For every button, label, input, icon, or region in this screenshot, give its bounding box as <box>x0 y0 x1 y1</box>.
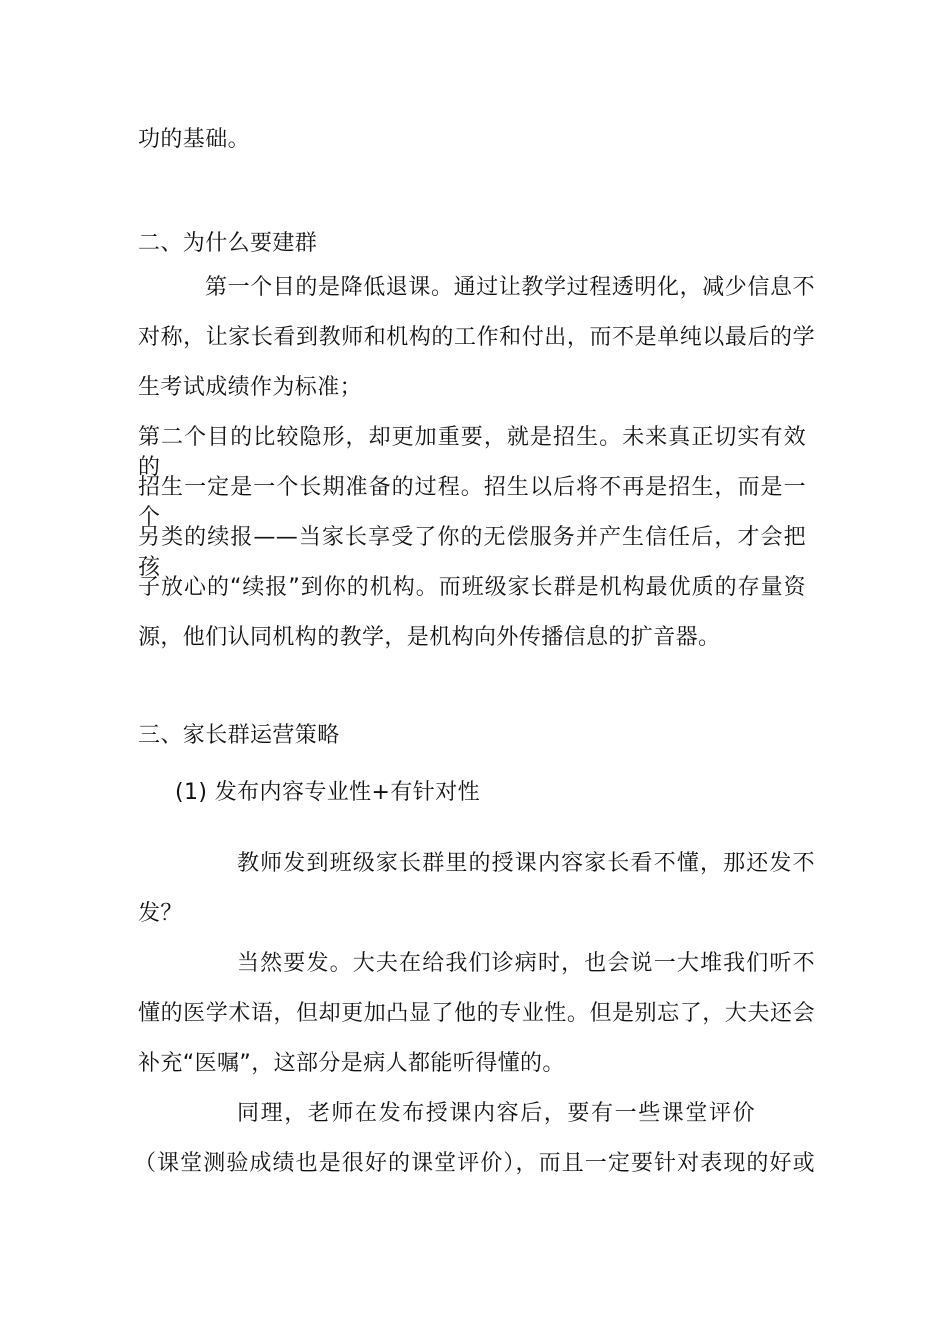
paragraph-line: 懂的医学术语，但却更加凸显了他的专业性。但是别忘了，大夫还会 <box>138 1001 815 1026</box>
paragraph-line: 生考试成绩作为标准； <box>138 375 363 400</box>
paragraph-line: 同理，老师在发布授课内容后，要有一些课堂评价 <box>237 1101 755 1126</box>
paragraph-line: 源，他们认同机构的教学，是机构向外传播信息的扩音器。 <box>138 625 721 650</box>
paragraph-line: 第二个目的比较隐形，却更加重要，就是招生。未来真正切实有效的 <box>138 425 806 480</box>
paragraph-line: 补充“医嘱”，这部分是病人都能听得懂的。 <box>138 1051 565 1076</box>
subsection-heading-content-professional: (1) 发布内容专业性+有针对性 <box>175 780 480 805</box>
paragraph-line: 发？ <box>138 901 183 926</box>
paragraph-line: 子放心的“续报”到你的机构。而班级家长群是机构最优质的存量资 <box>138 575 806 600</box>
paragraph-line: （课堂测验成绩也是很好的课堂评价），而且一定要针对表现的好或 <box>134 1151 815 1176</box>
paragraph-line: 当然要发。大夫在给我们诊病时，也会说一大堆我们听不 <box>237 951 815 976</box>
section-heading-operation-strategy: 三、家长群运营策略 <box>138 723 340 748</box>
paragraph-line: 教师发到班级家长群里的授课内容家长看不懂，那还发不 <box>237 851 815 876</box>
text-line-continuation: 功的基础。 <box>138 127 251 152</box>
paragraph-line: 对称，让家长看到教师和机构的工作和付出，而不是单纯以最后的学 <box>138 325 815 350</box>
paragraph-line: 第一个目的是降低退课。通过让教学过程透明化，减少信息不 <box>205 275 815 300</box>
section-heading-why-build-group: 二、为什么要建群 <box>138 231 318 256</box>
paragraph-line: 招生一定是一个长期准备的过程。招生以后将不再是招生，而是一个 <box>138 475 806 530</box>
paragraph-line: 另类的续报——当家长享受了你的无偿服务并产生信任后，才会把孩 <box>138 525 806 580</box>
